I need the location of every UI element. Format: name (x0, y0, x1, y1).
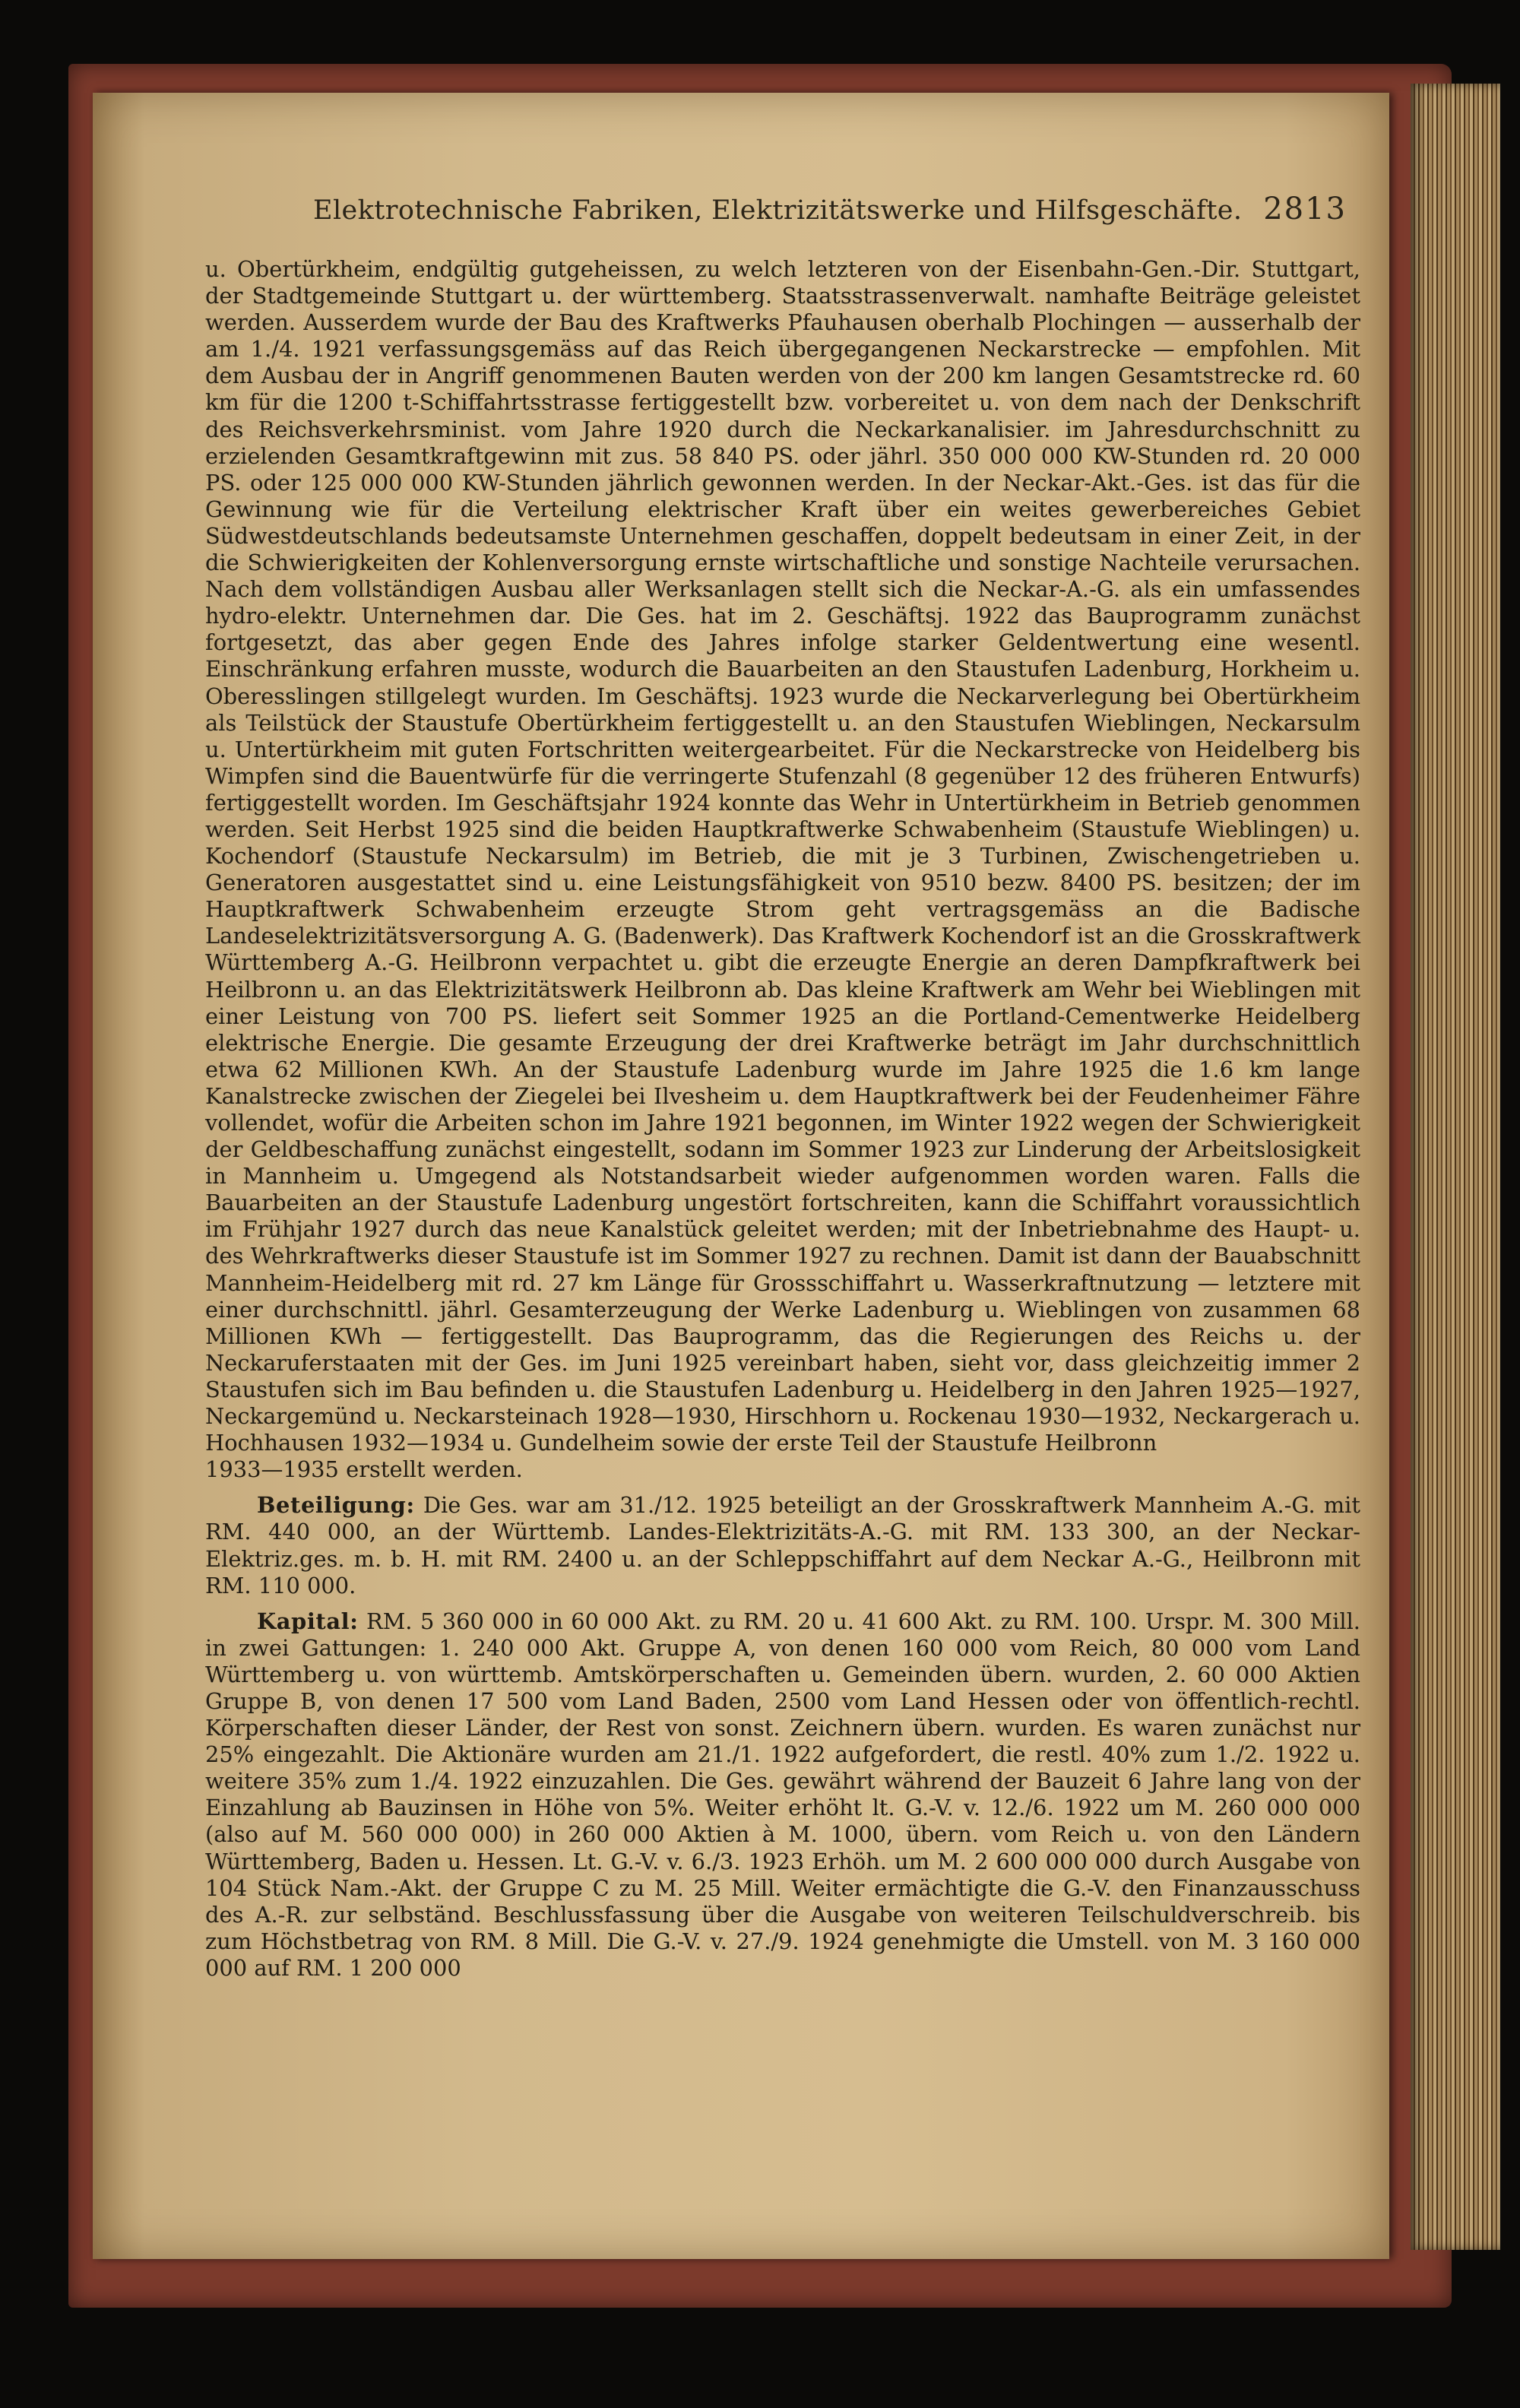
running-head: Elektrotechnische Fabriken, Elektrizitätswerke und Hilfsgeschäfte. (313, 195, 1243, 226)
beteiligung-heading: Beteiligung: (257, 1492, 415, 1519)
kapital-heading: Kapital: (257, 1608, 359, 1634)
page-number: 2813 (1263, 192, 1347, 227)
page-header (313, 192, 1347, 230)
beteiligung-text: Die Ges. war am 31./12. 1925 beteiligt an der Grosskraftwerk Mannheim A.-G. mit RM. 440 000, an der Württemb. Landes-Elektrizitäts-A.-G. mit RM. 133 300, an der Neckar-Elektriz.ges. m. b. H. mit RM. 2400 u. an der Schleppschiffahrt auf dem Neckar A.-G., Heilbronn mit RM. 110 000. (205, 1492, 1360, 1598)
book-page (93, 93, 1389, 2259)
page-edges (1411, 84, 1500, 2250)
kapital-section (205, 1608, 1360, 1982)
beteiligung-section (205, 1492, 1360, 1598)
paragraph-text: u. Obertürkheim, endgültig gutgeheissen, zu welch letzteren von der Eisenbahn-Gen.-Dir. Stuttgart, der Stadtgemeinde Stuttgart u. der württemberg. Staatsstrassenverwalt. namhafte Beiträge geleistet werden. Ausserdem wurde der Bau des Kraftwerks Pfauhausen oberhalb Plochingen — ausserhalb der am 1./4. 1921 verfassungsgemäss auf das Reich übergegangenen Neckarstrecke — empfohlen. Mit dem Ausbau der in Angriff genommenen Bauten werden von der 200 km langen Gesamtstrecke rd. 60 km für die 1200 t-Schiffahrtsstrasse fertiggestellt bzw. vorbereitet u. von dem nach der Denkschrift des Reichsverkehrsminist. vom Jahre 1920 durch die Neckarkanalisier. im Jahresdurchschnitt zu erzielenden Gesamtkraftgewinn mit zus. 58 840 PS. oder jährl. 350 000 000 KW-Stunden rd. 20 000 PS. oder 125 000 000 KW-Stunden jährlich gewonnen werden. In der Neckar-Akt.-Ges. ist das für die Gewinnung wie für die Verteilung elektrischer Kraft über ein weites gewerbereiches Gebiet Südwestdeutschlands bedeutsamste Unternehmen geschaffen, doppelt bedeutsam in einer Zeit, in der die Schwierigkeiten der Kohlenversorgung ernste wirtschaftliche und sonstige Nachteile verursachen. Nach dem vollständigen Ausbau aller Werksanlagen stellt sich die Neckar-A.-G. als ein umfassendes hydro-elektr. Unternehmen dar. Die Ges. hat im 2. Geschäftsj. 1922 das Bauprogramm zunächst fortgesetzt, das aber gegen Ende des Jahres infolge starker Geldentwertung eine wesentl. Einschränkung erfahren musste, wodurch die Bauarbeiten an den Staustufen Ladenburg, Horkheim u. Oberesslingen stillgelegt wurden. Im Geschäftsj. 1923 wurde die Neckarverlegung bei Obertürkheim als Teilstück der Staustufe Obertürkheim fertiggestellt u. an den Staustufen Wieblingen, Neckarsulm u. Untertürkheim mit guten Fortschritten weitergearbeitet. Für die Neckarstrecke von Heidelberg bis Wimpfen sind die Bauentwürfe für die verringerte Stufenzahl (8 gegenüber 12 des früheren Entwurfs) fertiggestellt worden. Im Geschäftsjahr 1924 konnte das Wehr in Untertürkheim in Betrieb genommen werden. Seit Herbst 1925 sind die beiden Hauptkraftwerke Schwabenheim (Staustufe Wieblingen) u. Kochendorf (Staustufe Neckarsulm) im Betrieb, die mit je 3 Turbinen, Zwischengetrieben u. Generatoren ausgestattet sind u. eine Leistungsfähigkeit von 9510 bezw. 8400 PS. besitzen; der im Hauptkraftwerk Schwabenheim erzeugte Strom geht vertragsgemäss an die Badische Landeselektrizitätsversorgung A. G. (Badenwerk). Das Kraftwerk Kochendorf ist an die Grosskraftwerk Württemberg A.-G. Heilbronn verpachtet u. gibt die erzeugte Energie an deren Dampfkraftwerk bei Heilbronn u. an das Elektrizitätswerk Heilbronn ab. Das kleine Kraftwerk am Wehr bei Wieblingen mit einer Leistung von 700 PS. liefert seit Sommer 1925 an die Portland-Cementwerke Heidelberg elektrische Energie. Die gesamte Erzeugung der drei Kraftwerke beträgt im Jahr durchschnittlich etwa 62 Millionen KWh. An der Staustufe Ladenburg wurde im Jahre 1925 die 1.6 km lange Kanalstrecke zwischen der Ziegelei bei Ilvesheim u. dem Hauptkraftwerk bei der Feudenheimer Fähre vollendet, wofür die Arbeiten schon im Jahre 1921 begonnen, im Winter 1922 wegen der Schwierigkeit der Geldbeschaffung zunächst eingestellt, sodann im Sommer 1923 zur Linderung der Arbeitslosigkeit in Mannheim u. Umgegend als Notstandsarbeit wieder aufgenommen worden waren. Falls die Bauarbeiten an der Staustufe Ladenburg ungestört fortschreiten, kann die Schiffahrt voraussichtlich im Frühjahr 1927 durch das neue Kanalstück geleitet werden; mit der Inbetriebnahme des Haupt- u. des Wehrkraftwerks dieser Staustufe ist im Sommer 1927 zu rechnen. Damit ist dann der Bauabschnitt Mannheim-Heidelberg mit rd. 27 km Länge für Grossschiffahrt u. Wasserkraftnutzung — letztere mit einer durchschnittl. jährl. Gesamterzeugung der Werke Ladenburg u. Wieblingen von zusammen 68 Millionen KWh — fertiggestellt. Das Bauprogramm, das die Regierungen des Reichs u. der Neckaruferstaaten mit der Ges. im Juni 1925 vereinbart haben, sieht vor, dass gleichzeitig immer 2 Staustufen sich im Bau befinden u. die Staustufen Ladenburg u. Heidelberg in den Jahren 1925—1927, Neckargemünd u. Neckarsteinach 1928—1930, Hirschhorn u. Rockenau 1930—1932, Neckargerach u. Hochhausen 1932—1934 u. Gundelheim sowie der erste Teil der Staustufe Heilbronn (205, 256, 1360, 1456)
kapital-text: RM. 5 360 000 in 60 000 Akt. zu RM. 20 u. 41 600 Akt. zu RM. 100. Urspr. M. 300 Mill. in zwei Gattungen: 1. 240 000 Akt. Gruppe A, von denen 160 000 vom Reich, 80 000 vom Land Württemberg u. von württemb. Amtskörperschaften u. Gemeinden übern. wurden, 2. 60 000 Aktien Gruppe B, von denen 17 500 vom Land Baden, 2500 vom Land Hessen oder von öffentlich-rechtl. Körperschaften dieser Länder, der Rest von sonst. Zeichnern übern. wurden. Es waren zunächst nur 25% eingezahlt. Die Aktionäre wurden am 21./1. 1922 aufgefordert, die restl. 40% zum 1./2. 1922 u. weitere 35% zum 1./4. 1922 einzuzahlen. Die Ges. gewährt während der Bauzeit 6 Jahre lang von der Einzahlung ab Bauzinsen in Höhe von 5%. Weiter erhöht lt. G.-V. v. 12./6. 1922 um M. 260 000 000 (also auf M. 560 000 000) in 260 000 Aktien à M. 1000, übern. vom Reich u. von den Ländern Württemberg, Baden u. Hessen. Lt. G.-V. v. 6./3. 1923 Erhöh. um M. 2 600 000 000 durch Ausgabe von 104 Stück Nam.-Akt. der Gruppe C zu M. 25 Mill. Weiter ermächtigte die G.-V. den Finanzausschuss des A.-R. zur selbständ. Beschlussfassung über die Ausgabe von weiteren Teilschuldverschreib. bis zum Höchstbetrag von RM. 8 Mill. Die G.-V. v. 27./9. 1924 genehmigte die Umstell. von M. 3 160 000 000 auf RM. 1 200 000 (205, 1608, 1360, 1981)
page-body (205, 256, 1360, 2308)
paragraph-text-end: 1933—1935 erstellt werden. (205, 1456, 523, 1483)
neckar-construction-paragraph (205, 256, 1360, 1483)
